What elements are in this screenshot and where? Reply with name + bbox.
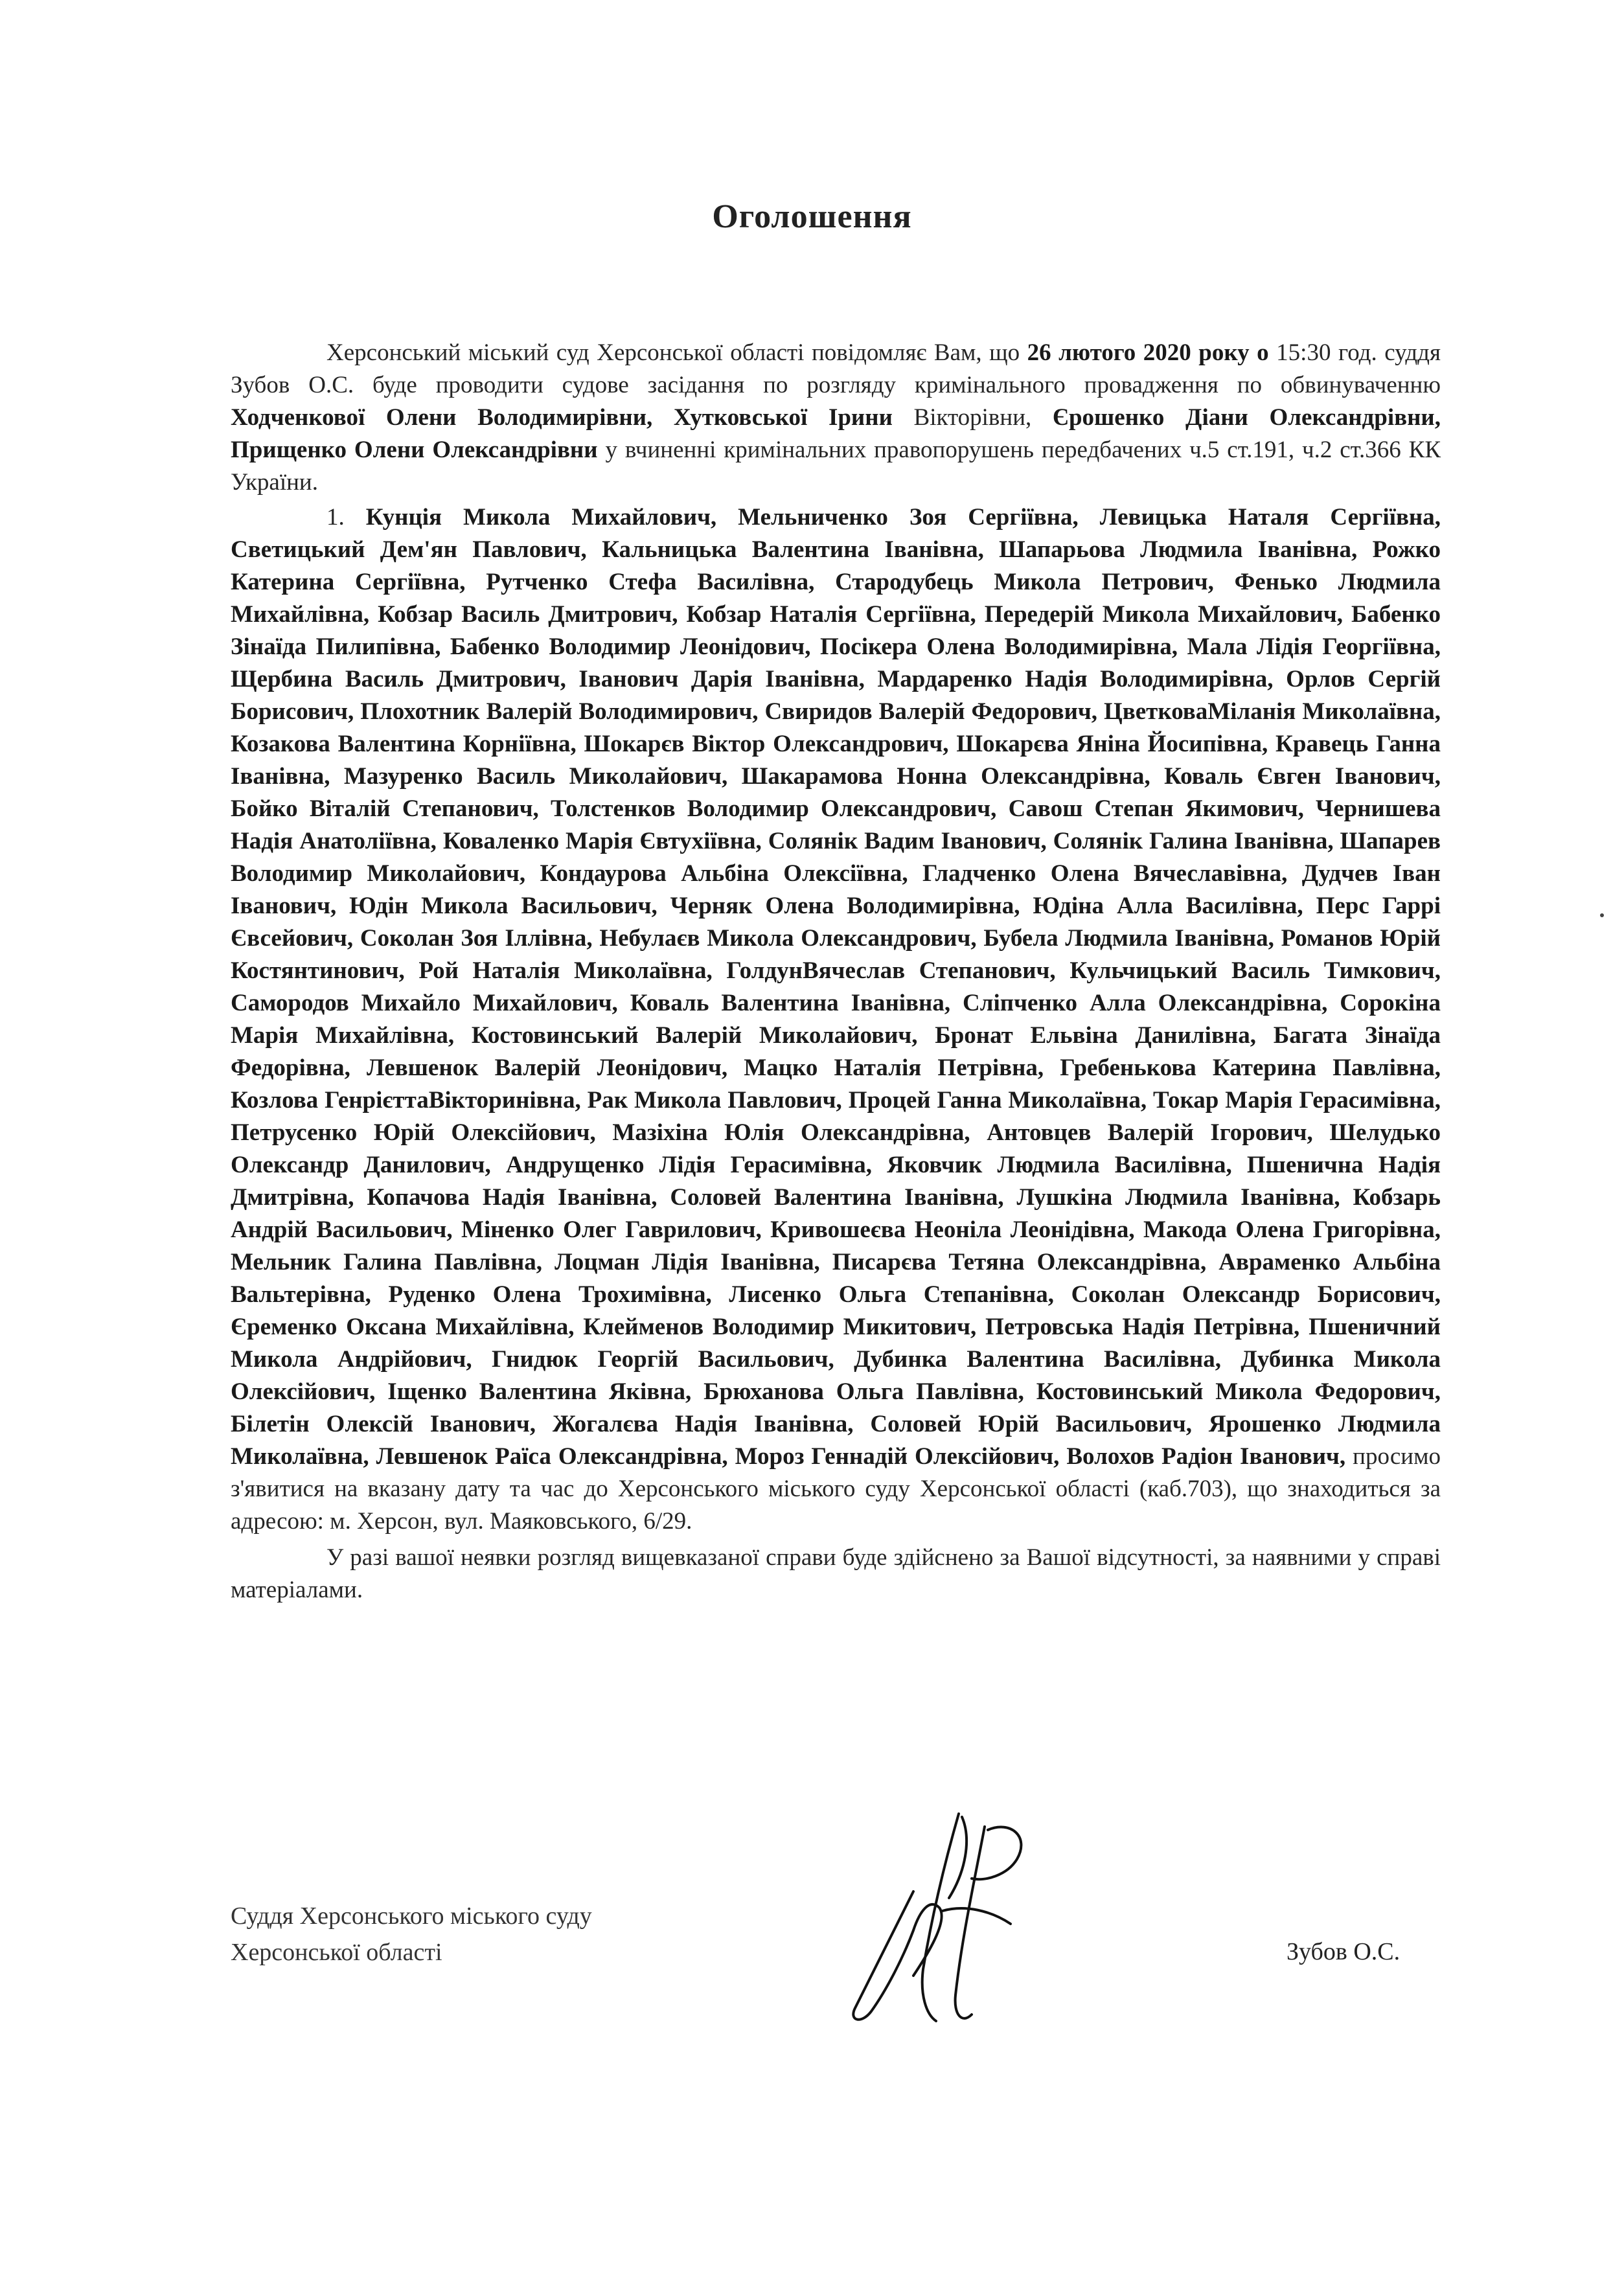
document-body — [231, 337, 1441, 1606]
intro-text-3: Вікторівни, — [892, 404, 1053, 431]
summons-list-paragraph — [231, 501, 1441, 1538]
document-title: Оголошення — [712, 198, 912, 235]
list-number: 1. — [326, 504, 366, 531]
signer-name: Зубов О.С. — [1287, 1938, 1401, 1965]
closing-paragraph: У разі вашої неявки розгляд вищевказаної справи буде здійснено за Вашої відсутності, за наявними у справі матеріалами. — [231, 1544, 1441, 1603]
appearance-request: просимо з'явитися на вказану дату та час до Херсонського міського суду Херсонської області (каб.703), що знаходиться за адресою: м. Херсон, вул. Маяковського, 6/29. — [231, 1443, 1441, 1535]
intro-text-2: 15:30 год. суддя Зубов О.С. буде проводити судове засідання по розгляду кримінального провадження по обвинуваченню — [231, 339, 1441, 398]
summoned-names: Кунція Микола Михайлович, Мельниченко Зоя Сергіївна, Левицька Наталя Сергіївна, Светицький Дем'ян Павлович, Кальницька Валентина Іванівна, Шапарьова Людмила Іванівна, Рожко Катерина Сергіївна, Рутченко Стефа Василівна, Стародубець Микола Петрович, Фенько Людмила Михайлівна, Кобзар Василь Дмитрович, Кобзар Наталія Сергіївна, Передерій Микола Михайлович, Бабенко Зінаїда Пилипівна, Бабенко Володимир Леонідович, Посікера Олена Володимирівна, Мала Лідія Георгіївна, Щербина Василь Дмитрович, Іванович Дарія Іванівна, Мардаренко Надія Володимирівна, Орлов Сергій Борисович, Плохотник Валерій Володимирович, Свиридов Валерій Федорович, ЦветковаМіланія Миколаївна, Козакова Валентина Корніївна, Шокарєв Віктор Олександрович, Шокарєва Яніна Йосипівна, Кравець Ганна Іванівна, Мазуренко Василь Миколайович, Шакарамова Нонна Олександрівна, Коваль Євген Іванович, Бойко Віталій Степанович, Толстенков Володимир Олександрович, Савош Степан Якимович, Чернишева Надія Анатоліївна, Коваленко Марія Євтухіївна, Солянік Вадим Іванович, Солянік Галина Іванівна, Шапарев Володимир Миколайович, Кондаурова Альбіна Олексіївна, Гладченко Олена Вячеславівна, Дудчев Іван Іванович, Юдін Микола Васильович, Черняк Олена Володимирівна, Юдіна Алла Василівна, Перс Гаррі Євсейович, Соколан Зоя Іллівна, Небулаєв Микола Олександрович, Бубела Людмила Іванівна, Романов Юрій Костянтинович, Рой Наталія Миколаївна, ГолдунВячеслав Степанович, Кульчицький Василь Тимкович, Самородов Михайло Михайлович, Коваль Валентина Іванівна, Сліпченко Алла Олександрівна, Сорокіна Марія Михайлівна, Костовинський Валерій Миколайович, Бронат Ельвіна Данилівна, Багата Зінаїда Федорівна, Левшенок Валерій Леонідович, Мацко Наталія Петрівна, Гребенькова Катерина Павлівна, Козлова ГенрієттаВікторинівна, Рак Микола Павлович, Процей Ганна Миколаївна, Токар Марія Герасимівна, Петрусенко Юрій Олексійович, Мазіхіна Юлія Олександрівна, Антовцев Валерій Ігорович, Шелудько Олександр Данилович, Андрущенко Лідія Герасимівна, Яковчик Людмила Василівна, Пшенична Надія Дмитрівна, Копачова Надія Іванівна, Соловей Валентина Іванівна, Лушкіна Людмила Іванівна, Кобзарь Андрій Васильович, Міненко Олег Гаврилович, Кривошеєва Неоніла Леонідівна, Макода Олена Григорівна, Мельник Галина Павлівна, Лоцман Лідія Іванівна, Писарєва Тетяна Олександрівна, Авраменко Альбіна Вальтерівна, Руденко Олена Трохимівна, Лисенко Ольга Степанівна, Соколан Олександр Борисович, Єременко Оксана Михайлівна, Клейменов Володимир Микитович, Петровська Надія Петрівна, Пшеничний Микола Андрійович, Гнидюк Георгій Васильович, Дубинка Валентина Василівна, Дубинка Микола Олексійович, Іщенко Валентина Яківна, Брюханова Ольга Павлівна, Костовинський Микола Федорович, Білетін Олексій Іванович, Жогалєва Надія Іванівна, Соловей Юрій Васильович, Ярошенко Людмила Миколаївна, Левшенок Раїса Олександрівна, Мороз Геннадій Олексійович, Волохов Радіон Іванович, — [231, 504, 1441, 1470]
scan-speck — [1600, 913, 1604, 917]
accused-names-1: Ходченкової Олени Володимирівни, Хутковської Ірини — [231, 404, 893, 431]
signer-position — [231, 1898, 814, 1970]
intro-text-1: Херсонський міський суд Херсонської області повідомляє Вам, що — [326, 339, 1027, 366]
intro-text-4: у вчиненні кримінальних правопорушень передбачених ч.5 ст.191, ч.2 ст.366 КК України. — [231, 437, 1441, 496]
intro-paragraph — [231, 337, 1441, 499]
handwritten-signature — [816, 1801, 1062, 2034]
signer-position-line-2: Херсонської області — [231, 1939, 442, 1966]
signer-position-line-1: Суддя Херсонського міського суду — [231, 1902, 592, 1930]
hearing-date-time: 26 лютого 2020 року о — [1027, 339, 1269, 366]
accused-names-2: Єрошенко Діани Олександрівни, Прищенко Олени Олександрівни — [231, 404, 1441, 463]
